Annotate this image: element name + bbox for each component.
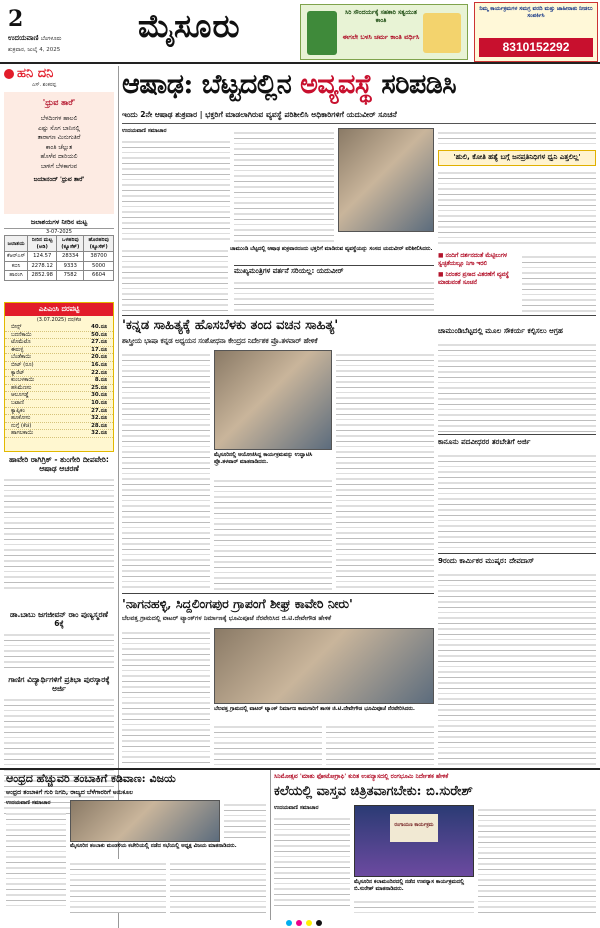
bottom-right-kicker: ಸಿನಿಮೋತ್ಸವ 'ಮಾತು ಫೋಟೋಗ್ರಾಫಿ' ಕುರಿತ ಉಪನ್ಯಾಸದಲ್ಲಿ ರಂಗಭೂಮಿ ನಿರ್ದೇಶಕ ಹೇಳಿಕೆ — [274, 773, 449, 780]
table-row: ಕಬಿನಿ 2278.12 9333 5000 — [5, 261, 114, 271]
lead-deck: ಇಂದು 2ನೇ ಆಷಾಢ ಶುಕ್ರವಾರ | ಭಕ್ತರಿಗೆ ಮಾಡಲಾಗಿರುವ ವ್ಯವಸ್ಥೆ ಪರಿಶೀಲಿಸಿ ಅಧಿಕಾರಿಗಳಿಗೆ ಯದುವೀರ್‌ ಸೂಚನೆ — [122, 110, 596, 124]
veg-name: ಆಲೂಗಡ್ಡೆ — [11, 392, 29, 399]
price-row — [5, 430, 113, 438]
story-body — [336, 350, 434, 590]
bottom-right-col-2 — [354, 897, 474, 913]
price-row — [5, 377, 113, 385]
lead-col-4 — [438, 168, 596, 248]
veg-name: ಹಸಿಮೆಣಸು — [11, 384, 32, 391]
veg-price: 32.ರೂ — [91, 430, 107, 437]
bottom-left-photo — [70, 800, 220, 842]
pull-quote: 'ಹುಲಿ, ಕೋತಿ ಹತ್ಯೆ ಬಗ್ಗೆ ಜನಪ್ರತಿನಿಧಿಗಳ ಧ್ವನಿ ಎತ್ತಲಿಲ್ಲ' — [438, 150, 596, 166]
veg-name: ನುಗ್ಗೆ (ಕೆಜಿ) — [11, 422, 32, 429]
story-body — [478, 805, 596, 913]
bottom-right-headline: ಕಲೆಯಲ್ಲಿ ವಾಸ್ತವ ಚಿತ್ರಿತವಾಗಬೇಕು: ಬಿ.ಸುರೇಶ್ — [274, 784, 473, 799]
story2-headline: 'ಕನ್ನಡ ಸಾಹಿತ್ಯಕ್ಕೆ ಹೊಸಬೆಳಕು ತಂದ ವಚನ ಸಾಹಿತ್ಯ' — [122, 318, 339, 333]
story-body — [122, 137, 230, 241]
price-row — [5, 362, 113, 370]
story2-col-1 — [122, 350, 210, 590]
bottom-left-col-4 — [224, 800, 266, 842]
veg-price: 30.ರೂ — [91, 392, 107, 399]
story-body — [224, 800, 266, 842]
story-haveri: ಹಾವೇರಿ ರಾಗಿಗ್ರಿಕ್ - ತುಂಗೇರಿ ದೀಪವೇರಿ: ಆಷಾಢ ಆಚರಣೆ — [4, 456, 114, 606]
bottom-left-col-1: ಉದಯವಾಣಿ ಸಮಾಚಾರ — [6, 800, 66, 912]
story-ganiga-award: ಗಾಣಿಗ ವಿದ್ಯಾರ್ಥಿಗಳಿಗೆ ಪ್ರತಿಭಾ ಪುರಸ್ಕಾರಕ್ಕೆ ಅರ್ಜಿ — [4, 676, 114, 826]
registration-mark — [296, 920, 302, 926]
veg-price: 27.ರೂ — [91, 407, 107, 414]
story-body — [326, 722, 434, 766]
veg-name: ಬೀಟ್ (ರೂ) — [11, 361, 34, 368]
registration-mark — [316, 920, 322, 926]
price-row — [5, 370, 113, 378]
price-rows — [5, 324, 113, 438]
story-body — [4, 475, 114, 593]
hani-dani-header: ಹನಿ ದನಿ ಎಸ್‌. ಶಂಕರಪ್ಪ — [4, 66, 114, 90]
edition-title: ಮೈಸೂರು — [138, 7, 241, 45]
page-number: 2 — [8, 6, 24, 32]
lead-col-3 — [438, 128, 596, 148]
right-story-1 — [438, 340, 596, 432]
story3-col-1 — [122, 628, 210, 766]
story-body — [522, 252, 596, 312]
story3-col-3 — [326, 722, 434, 766]
story-body — [122, 350, 210, 590]
story-body — [438, 570, 596, 766]
veg-name: ಬೆಂಡೆಕಾಯಿ — [11, 354, 32, 361]
veg-price: 27.ರೂ — [91, 339, 107, 346]
divider — [438, 553, 596, 554]
price-row — [5, 385, 113, 393]
paper-name: ಉದಯವಾಣಿ ಬೆಂಗಳೂರು — [8, 34, 62, 42]
bottom-left-caption: ಮೈಸೂರಿನ ತಂಬಾಕು ಮಂಡಳಿಯ ಕಚೇರಿಯಲ್ಲಿ ನಡೆದ ಸಭೆಯಲ್ಲಿ ಅಧ್ಯಕ್ಷ ವಿಜಯ ಮಾತನಾಡಿದರು. — [70, 843, 237, 849]
story-body — [170, 859, 266, 913]
story-body — [438, 128, 596, 148]
lead-col-1: ಉದಯವಾಣಿ ಸಮಾಚಾರ — [122, 128, 230, 244]
reservoir-table: ಜಲಾಶಯ ನೀರಿನ ಮಟ್ಟ (ಅಡಿ) ಒಳಹರಿವು (ಕ್ಯೂಸೆಕ್) ಹೊರಹರಿವು (ಕ್ಯೂಸೆಕ್) ಕೆಆರ್‌ಎಸ್ 124.57 28334 38700 ಕಬಿನಿ 2278.12 9333 5000 ಹಾರಂಗಿ 2852.98 7582 6604 — [4, 235, 114, 281]
veg-name: ಬದನೆಕಾಯಿ — [11, 331, 32, 338]
right-story-3 — [438, 570, 596, 766]
right-story-2 — [438, 451, 596, 551]
veg-price: 28.ರೂ — [91, 422, 107, 429]
story-body — [214, 476, 332, 590]
lead-col-2 — [234, 128, 334, 244]
bottom-left-col-2 — [70, 859, 166, 913]
bottom-right-photo — [354, 805, 474, 877]
veg-price: 20.ರೂ — [91, 354, 107, 361]
drop-icon — [4, 69, 14, 79]
stage-banner: ರಂಗಾಯಣ ಕಾರ್ಯಕ್ರಮ — [390, 814, 437, 842]
bottom-left-col-3 — [170, 859, 266, 913]
story-body — [122, 628, 210, 766]
story3-photo — [214, 628, 434, 704]
story-body — [438, 340, 596, 432]
apmc-price-list: ಎಪಿಎಂಸಿ ದರಪಟ್ಟಿ (3.07.2025) ದರ/ಕೆಜಿ ಬೀನ್ಸ್ 40.ರೂ ಬದನೆಕಾಯಿ 50.ರೂ ಟೊಮೆಟೊ 27.ರೂ ಈರುಳ್ಳಿ 17.ರೂ ಬೆಂಡೆಕಾಯಿ 20.ರೂ ಬೀಟ್ (ರೂ) 16.ರೂ ಕ್ಯಾರೆಟ್ 22.ರೂ ಕುಂಬಳಕಾಯಿ 8.ರೂ ಹಸಿಮೆಣಸು 25.ರೂ ಆಲೂಗಡ್ಡೆ 30.ರೂ ಬಟಾಣಿ 10.ರೂ ಕ್ಯಾಪ್ಸಿಕಂ 27.ರೂ ಹೂಕೋಸು 32.ರೂ ನುಗ್ಗೆ (ಕೆಜಿ) 28.ರೂ ಹಾಗಲಕಾಯಿ 32.ರೂ — [4, 302, 114, 452]
price-row — [5, 339, 113, 347]
price-row — [5, 324, 113, 332]
story3-photo-caption: ಬೆಲವತ್ತ ಗ್ರಾಮದಲ್ಲಿ ವಾಟರ್ ಟ್ಯಾಂಕ್ ನಿರ್ಮಾಣ ಕಾಮಗಾರಿಗೆ ಶಾಸಕ ಜಿ.ಟಿ.ದೇವೇಗೌಡ ಭೂಮಿಪೂಜೆ ನೆರವೇರಿಸಿದರು. — [214, 706, 415, 712]
price-row — [5, 408, 113, 416]
story-body — [354, 897, 474, 913]
veg-name: ಬೀನ್ಸ್ — [11, 324, 22, 330]
story2-col-2 — [214, 476, 332, 590]
story-body — [70, 859, 166, 913]
story3-col-2 — [214, 722, 322, 766]
box-body — [234, 278, 434, 312]
column-rule — [270, 770, 271, 920]
table-row: ಕೆಆರ್‌ಎಸ್ 124.57 28334 38700 — [5, 252, 114, 262]
ad-jar-image — [423, 13, 461, 53]
story-body — [274, 814, 350, 910]
bottom-right-caption: ಮೈಸೂರಿನ ಕಲಾಮಂದಿರದಲ್ಲಿ ನಡೆದ ಉಪನ್ಯಾಸ ಕಾರ್ಯಕ್ರಮದಲ್ಲಿ ಬಿ.ಸುರೇಶ್ ಮಾತನಾಡಿದರು. — [354, 879, 465, 893]
price-row — [5, 354, 113, 362]
story-body — [438, 451, 596, 551]
veg-price: 8.ರೂ — [94, 377, 107, 384]
veg-name: ಕುಂಬಳಕಾಯಿ — [11, 377, 35, 384]
veg-price: 22.ರೂ — [91, 369, 107, 376]
veg-price: 17.ರೂ — [91, 346, 107, 353]
price-row — [5, 423, 113, 431]
divider — [122, 315, 596, 316]
lead-col-5 — [122, 246, 228, 312]
bottom-right-col-3 — [478, 805, 596, 913]
registration-mark — [286, 920, 292, 926]
date-line: ಶುಕ್ರವಾರ, ಜುಲೈ 4, 2025 — [8, 47, 61, 53]
bottom-divider — [0, 768, 600, 770]
lead-photo-caption: ಚಾಮುಂಡಿ ಬೆಟ್ಟದಲ್ಲಿ ಆಷಾಢ ಶುಕ್ರವಾರದಂದು ಭಕ್ತರಿಗೆ ಮಾಡಿರುವ ವ್ಯವಸ್ಥೆಯನ್ನು ಸಂಸದ ಯದುವೀರ್‌ ಪರಿಶೀಲಿಸಿದರು. — [230, 246, 433, 252]
ad-contact[interactable]: ನಿಮ್ಮ ಕಾರ್ಯಕ್ರಮಗಳ ಸಮಗ್ರ ವರದಿ ಮತ್ತು ಜಾಹೀರಾತು ನೀಡಲು ಸಂಪರ್ಕಿಸಿ 8310152292 — [474, 2, 598, 62]
story3-headline: 'ನಾಗನಹಳ್ಳಿ, ಸಿದ್ದಲಿಂಗಪುರ ಗ್ರಾಪಂಗೆ ಶೀಘ್ರ ಕಾವೇರಿ ನೀರು' — [122, 596, 353, 611]
story-body — [234, 128, 334, 244]
bottom-left-headline: ಆಂಧ್ರದ ಹೆಚ್ಚುವರಿ ತಂಬಾಕಿಗೆ ಕಡಿವಾಣ: ವಿಜಯ — [6, 772, 176, 785]
right-headline-3: 9ರಂದು ಕಾರ್ಮಿಕರ ಮುಷ್ಕರ: ದೇವದಾಸ್‌ — [438, 556, 535, 565]
veg-name: ಈರುಳ್ಳಿ — [11, 346, 24, 353]
table-row: ಹಾರಂಗಿ 2852.98 7582 6604 — [5, 271, 114, 281]
veg-name: ಬಟಾಣಿ — [11, 399, 24, 406]
story2-col-3 — [336, 350, 434, 590]
price-row — [5, 347, 113, 355]
ad-product-image — [307, 11, 337, 55]
lead-headline: ಆಷಾಢ: ಬೆಟ್ಟದಲ್ಲಿನ ಅವ್ಯವಸ್ಥೆ ಸರಿಪಡಿಸಿ — [122, 69, 457, 100]
veg-price: 10.ರೂ — [91, 399, 107, 406]
veg-price: 50.ರೂ — [91, 331, 107, 338]
bottom-left-deck: ಆಂಧ್ರದ ತಂಬಾಕಿಗೆ ಗುರಿ ನಿಗದಿ, ರಾಜ್ಯದ ಬೆಳೆಗಾರರಿಗೆ ಅನುಕೂಲ — [6, 789, 134, 796]
right-headline-1: ಚಾಮುಂಡಿಬೆಟ್ಟದಲ್ಲಿ ಮೂಲ ಸೌಕರ್ಯ ಕಲ್ಪಿಸಲು ಆಗ್ರಹ — [438, 326, 564, 335]
story-body — [234, 278, 434, 312]
lead-col-6 — [522, 252, 596, 312]
water-level-table: ಜಲಾಶಯಗಳ ನೀರಿನ ಮಟ್ಟ 3-07-2025 ಜಲಾಶಯ ನೀರಿನ ಮಟ್ಟ (ಅಡಿ) ಒಳಹರಿವು (ಕ್ಯೂಸೆಕ್) ಹೊರಹರಿವು (ಕ್ಯೂಸೆಕ್) ಕೆಆರ್‌ಎಸ್ 124.57 28334 38700 ಕಬಿನಿ 2278.12 9333 5000 ಹಾರಂಗಿ 2852.98 7582 6604 — [4, 216, 114, 298]
divider — [122, 593, 434, 594]
bottom-right-col-1: ಉದಯವಾಣಿ ಸಮಾಚಾರ — [274, 805, 350, 913]
right-rule — [438, 318, 596, 326]
veg-name: ಹೂಕೋಸು — [11, 415, 31, 422]
right-headline-2: ಕಾನೂನು ಪದವೀಧರರ ತರಬೇತಿಗೆ ಅರ್ಜಿ — [438, 437, 531, 446]
story-body — [438, 168, 596, 248]
column-rule — [118, 66, 119, 928]
story-body — [4, 630, 114, 668]
phone-number: 8310152292 — [479, 38, 593, 57]
masthead — [0, 0, 600, 64]
price-row — [5, 400, 113, 408]
divider — [438, 434, 596, 435]
veg-name: ಹಾಗಲಕಾಯಿ — [11, 430, 34, 437]
veg-price: 16.ರೂ — [91, 361, 107, 368]
story-body — [6, 809, 66, 909]
left-column — [0, 66, 118, 928]
veg-name: ಟೊಮೆಟೊ — [11, 339, 31, 346]
veg-price: 32.ರೂ — [91, 415, 107, 422]
ad-cosmetic[interactable]: ಸಿರಿ ಸೌಂದರ್ಯಕ್ಕೆ ಸಹಕಾರಿ ಸತ್ವಯುತ ಕಾಂತಿ ಈಗಲೇ ಬಳಸಿ ಚರ್ಮ ಕಾಂತಿ ವರ್ಧಿಸಿ — [300, 4, 468, 60]
veg-price: 25.ರೂ — [91, 384, 107, 391]
veg-name: ಕ್ಯಾಪ್ಸಿಕಂ — [11, 407, 25, 414]
lead-bullets: ■ ನಂದಿಗೆ ದರ್ಶನದಂತೆ ಮೆಟ್ಟಿಲುಗಳ ಸ್ವಚ್ಛತೆಯಲ್ಲೂ ನಿಗಾ ಇರಲಿ ■ ನಿರಂತರ ಪ್ರಸಾದ ವಿತರಣೆಗೆ ವ್ಯವಸ್ಥೆ ಮಾಡುವಂತೆ ಸೂಚನೆ — [438, 253, 509, 287]
price-row — [5, 332, 113, 340]
veg-name: ಕ್ಯಾರೆಟ್ — [11, 369, 25, 376]
story-body — [214, 722, 322, 766]
story3-deck: ಬೆಲವತ್ತ ಗ್ರಾಮದಲ್ಲಿ ವಾಟರ್ ಟ್ಯಾಂಕ್‌ಗಳ ನಿರ್ಮಾಣಕ್ಕೆ ಭೂಮಿಪೂಜೆ ನೆರವೇರಿಸಿದ ಜಿ.ಟಿ.ದೇವೇಗೌಡ ಹೇಳಿಕೆ — [122, 615, 332, 622]
story-body — [122, 246, 228, 312]
price-row — [5, 415, 113, 423]
story2-photo — [214, 350, 332, 450]
price-row — [5, 392, 113, 400]
veg-price: 40.ರೂ — [91, 324, 107, 330]
story-babu-jagjivan-ram: ಡಾ.ಬಾಬು ಜಗಜೀವನ್ ರಾಂ ಪುಣ್ಯಸ್ಮರಣೆ 6ಕ್ಕೆ — [4, 611, 114, 671]
box-headline: ಮುಖ್ಯಮಂತ್ರಿಗಳ ವರ್ತನೆ ಸರಿಯಲ್ಲ: ಯದುವೀರ್ — [234, 265, 434, 275]
story2-deck: ಶಾಸ್ತ್ರೀಯ ಭಾಷಾ ಕನ್ನಡ ಅಧ್ಯಯನ ಸಂಶೋಧನಾ ಕೇಂದ್ರದ ನಿರ್ದೇಶಕ ಪ್ರೊ.ತಳವಾರ್‌ ಹೇಳಿಕೆ — [122, 337, 318, 345]
lead-photo — [338, 128, 434, 232]
poem-box: 'ಧ್ರುವ ತಾರೆ' ಬೆಳದಿಂಗಳ ಹಾಲಲಿ ಎಷ್ಟು ಸೊಗ ಬಾನಿನಲ್ಲಿ ತಾರಾಗಣ ಮಿನುಗುತಿರೆ ಕಾಂತಿ ಚೆಲ್ಲುತ ಹೊಳೆವ ದಾರಿಯಲಿ ಬಾಳಿಗೆ ಬೆಳಕಾಗುವ ಜಯಾನಂದ್ 'ಧ್ರುವ ತಾರೆ' — [4, 92, 114, 214]
story2-photo-caption: ಮೈಸೂರಿನಲ್ಲಿ ಆಯೋಜಿಸಿದ್ದ ಕಾರ್ಯಕ್ರಮವನ್ನು ಉದ್ಘಾಟಿಸಿ ಪ್ರೊ.ತಳವಾರ್‌ ಮಾತನಾಡಿದರು. — [214, 452, 313, 466]
registration-mark — [306, 920, 312, 926]
